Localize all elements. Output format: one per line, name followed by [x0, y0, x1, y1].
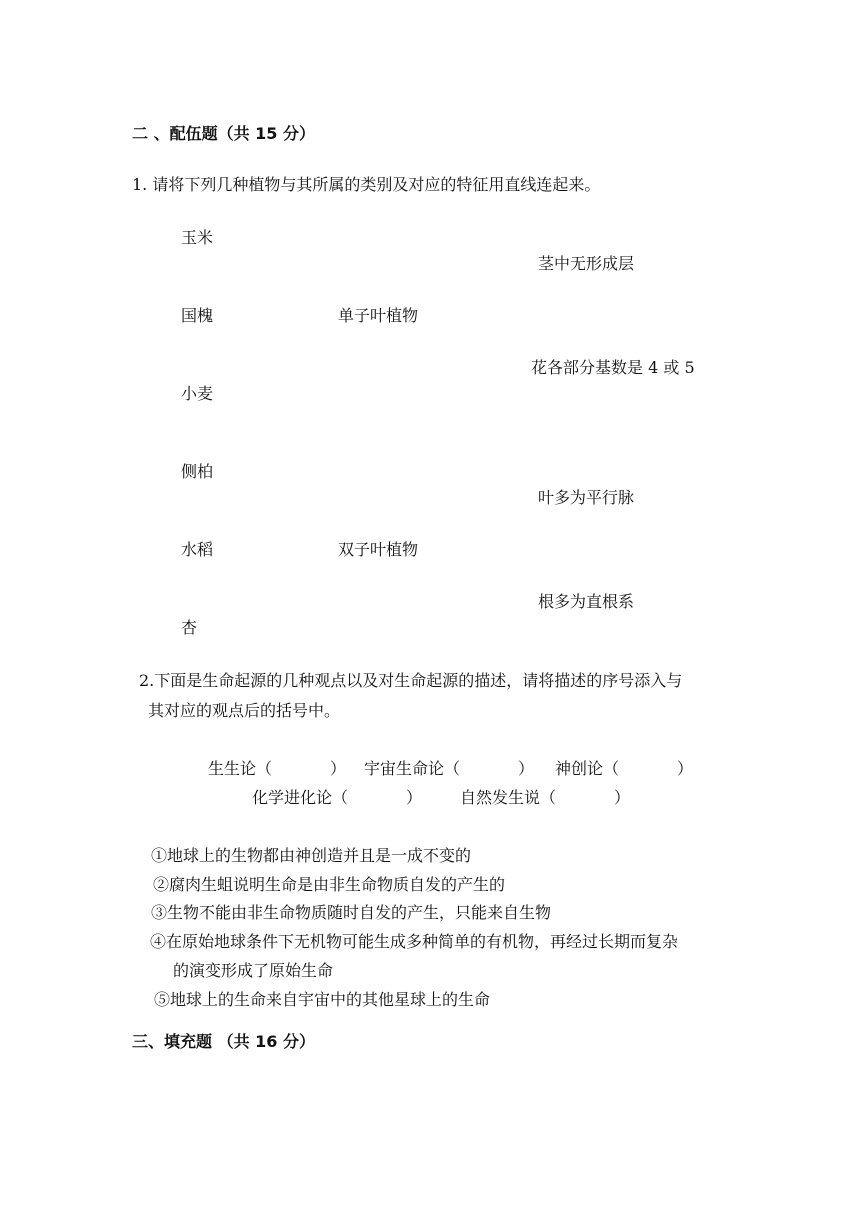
view-close: ）	[330, 759, 347, 778]
view-label: 自然发生说（	[460, 788, 557, 807]
plant-item: 水稻	[181, 540, 214, 559]
section-heading: 二 、配伍题（共 15 分）	[132, 124, 315, 143]
view-blank	[364, 759, 534, 779]
question-2-prompt-continued: 其对应的观点后的括号中。	[148, 701, 341, 720]
view-label: 生生论（	[208, 759, 273, 778]
description-item: ②腐肉生蛆说明生命是由非生命物质自发的产生的	[153, 875, 506, 894]
description-item: ①地球上的生物都由神创造并且是一成不变的	[151, 846, 472, 865]
plant-item: 玉米	[181, 228, 214, 247]
view-blank	[555, 759, 693, 779]
question-1-prompt: 1. 请将下列几种植物与其所属的类别及对应的特征用直线连起来。	[132, 175, 601, 194]
view-label: 神创论（	[555, 759, 620, 778]
description-item: ④在原始地球条件下无机物可能生成多种简单的有机物，再经过长期而复杂	[150, 932, 679, 951]
view-close: ）	[518, 759, 535, 778]
feature-item: 花各部分基数是 4 或 5	[531, 358, 695, 377]
view-blank	[460, 788, 630, 808]
plant-item: 国槐	[181, 306, 214, 325]
category-item: 单子叶植物	[338, 306, 419, 325]
plant-item: 侧柏	[181, 462, 214, 481]
feature-item: 叶多为平行脉	[538, 488, 635, 507]
description-item-continued: 的演变形成了原始生命	[173, 961, 334, 980]
description-item: ⑤地球上的生命来自宇宙中的其他星球上的生命	[154, 990, 491, 1009]
view-blank	[208, 759, 346, 779]
view-close: ）	[677, 759, 694, 778]
question-2-prompt: 2.下面是生命起源的几种观点以及对生命起源的描述，请将描述的序号添入与	[139, 671, 683, 690]
feature-item: 根多为直根系	[538, 592, 635, 611]
view-close: ）	[614, 788, 631, 807]
plant-item: 杏	[181, 618, 198, 637]
view-blank	[252, 788, 422, 808]
plant-item: 小麦	[181, 384, 214, 403]
description-item: ③生物不能由非生命物质随时自发的产生，只能来自生物	[151, 903, 552, 922]
view-label: 宇宙生命论（	[364, 759, 461, 778]
feature-item: 茎中无形成层	[538, 254, 635, 273]
view-label: 化学进化论（	[252, 788, 349, 807]
view-close: ）	[406, 788, 423, 807]
category-item: 双子叶植物	[338, 540, 419, 559]
section-heading: 三、填充题 （共 16 分）	[132, 1032, 315, 1051]
